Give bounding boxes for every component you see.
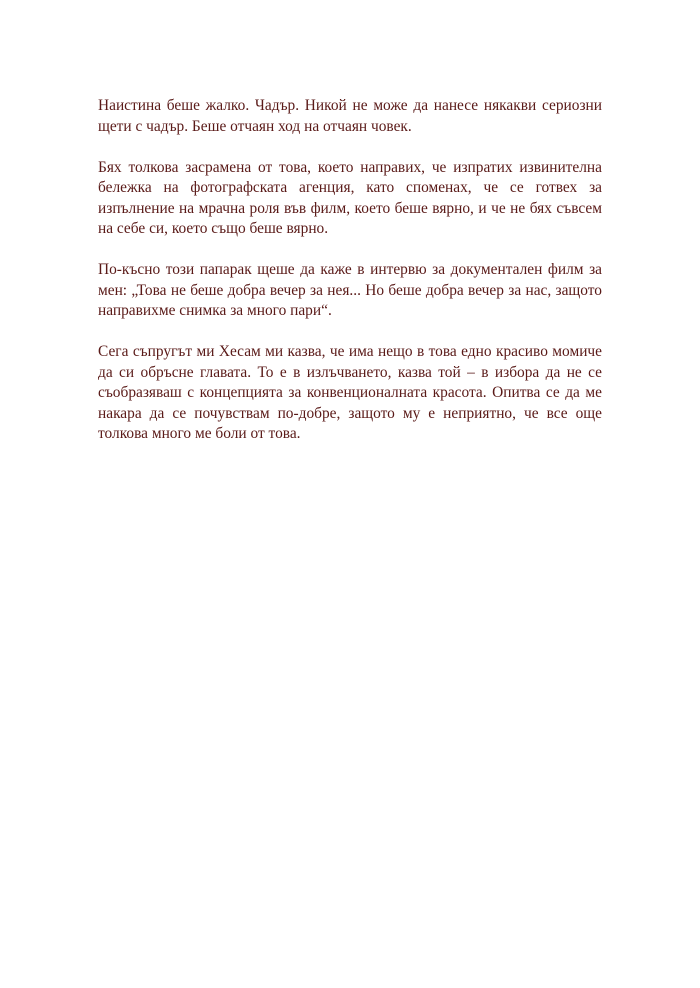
document-body — [98, 96, 602, 465]
paragraph-2: Бях толкова засрамена от това, което направих, че изпратих извинителна бележка на фотографската агенция, като споменах, че се готвех за изпълнение на мрачна роля във филм, което беше вярно, и че не бях съвсем на себе си, което също беше вярно. — [98, 158, 602, 237]
paragraph-1: Наистина беше жалко. Чадър. Никой не може да нанесе някакви сериозни щети с чадър. Беше отчаян ход на отчаян човек. — [98, 97, 602, 135]
paragraph-3: По-късно този папарак щеше да каже в интервю за документален филм за мен: „Това не беше добра вечер за нея... Но беше добра вечер за нас, защото направихме снимка за много пари“. — [98, 261, 602, 319]
paragraph-4: Сега съпругът ми Хесам ми казва, че има нещо в това едно красиво момиче да си обръсне главата. То е в излъчването, казва той – в избора да не се съобразяваш с концепцията за конвенционалната красота. Опитва се да ме накара да се почувствам по-добре, защото му е неприятно, че все още толкова много ме боли от това. — [98, 343, 602, 442]
